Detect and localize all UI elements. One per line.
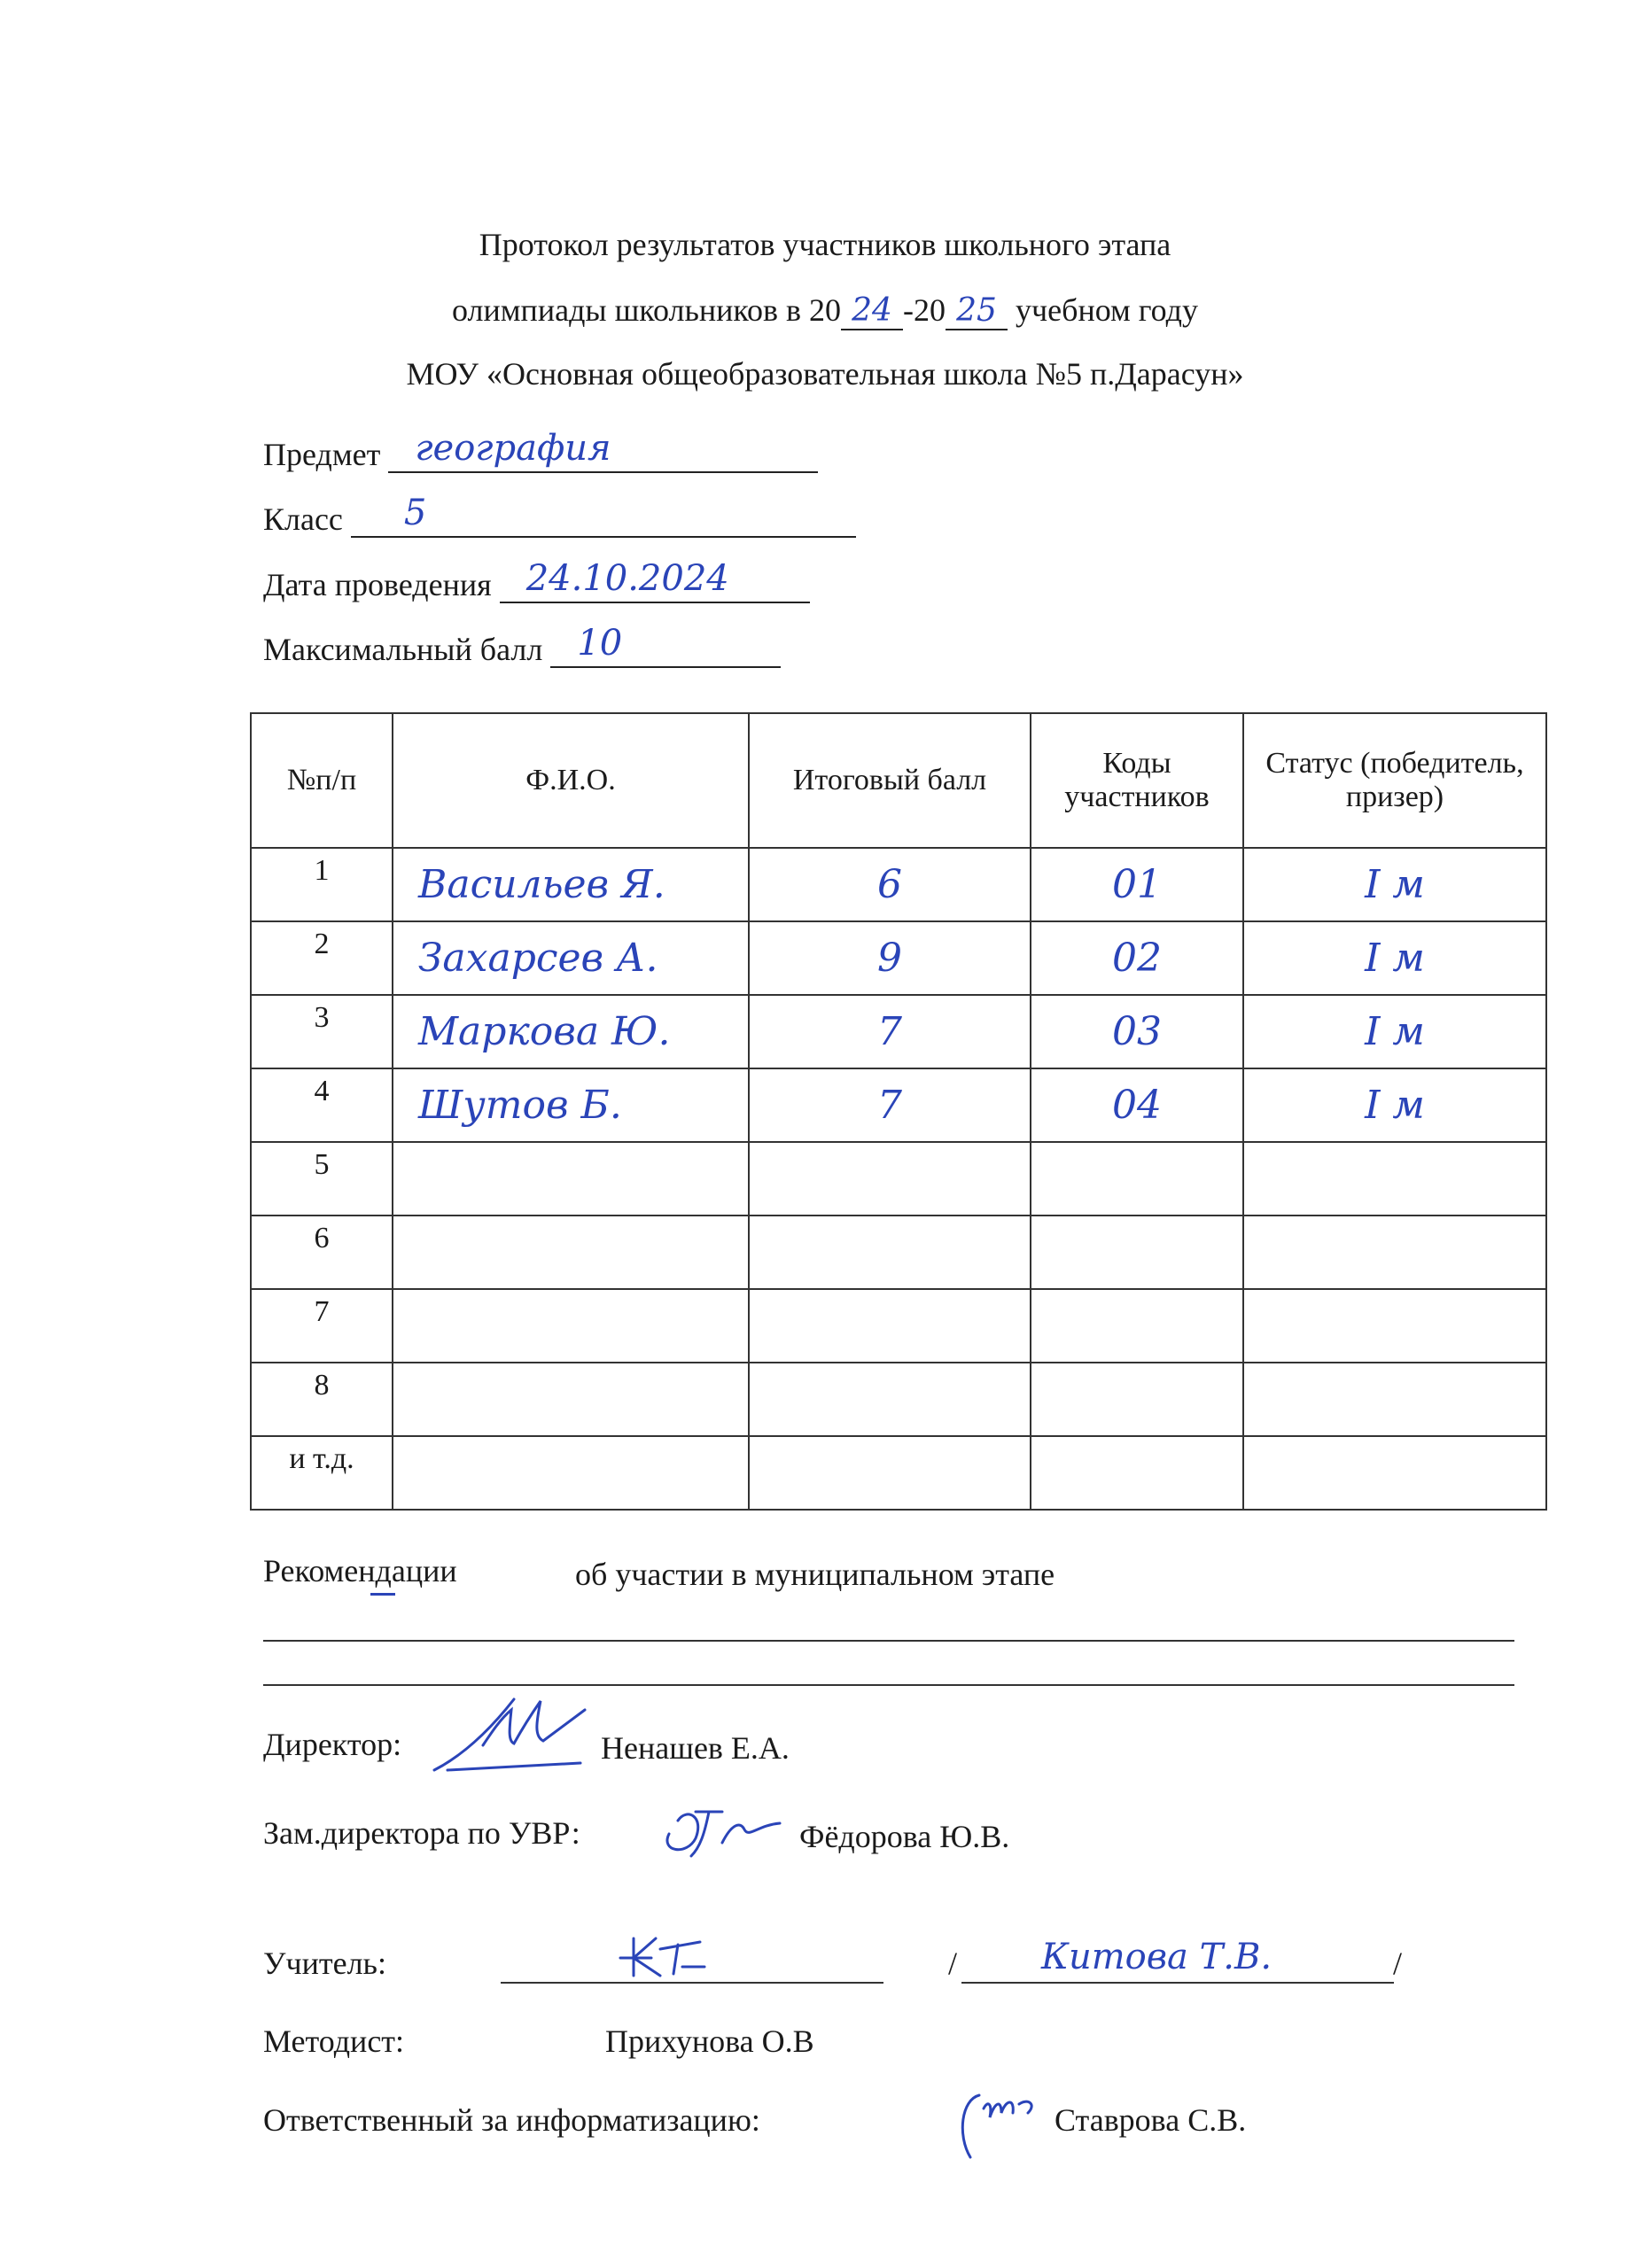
participant-name <box>393 1436 749 1510</box>
date-field <box>263 555 810 609</box>
director-signature <box>430 1692 589 1776</box>
participant-code <box>1031 1436 1243 1510</box>
participant-score: 9 <box>749 921 1031 995</box>
participant-name <box>393 1142 749 1216</box>
recommendations-line-2 <box>263 1684 1514 1686</box>
row-number: 6 <box>251 1216 393 1289</box>
table-header-row <box>251 713 1546 848</box>
row-number: 8 <box>251 1363 393 1436</box>
participant-score <box>749 1289 1031 1363</box>
table-row <box>251 1289 1546 1363</box>
class-field <box>263 490 856 543</box>
max-score-field <box>263 620 781 673</box>
title-line-2 <box>0 291 1650 330</box>
table-row <box>251 995 1546 1068</box>
subject-field <box>263 425 818 478</box>
table-row <box>251 1363 1546 1436</box>
title-line-2-prefix: олимпиады школьников в 20 <box>452 292 842 328</box>
deputy-name: Фёдорова Ю.В. <box>799 1819 1010 1854</box>
participant-code <box>1031 1289 1243 1363</box>
class-value: 5 <box>351 490 856 538</box>
deputy-label: Зам.директора по УВР: <box>263 1815 580 1851</box>
date-label: Дата проведения <box>263 567 492 602</box>
recommendations-text: об участии в муниципальном этапе <box>575 1557 1055 1592</box>
participant-code: 01 <box>1031 848 1243 921</box>
subject-value: география <box>388 425 818 473</box>
teacher-signature <box>611 1931 709 1980</box>
row-number: 1 <box>251 848 393 921</box>
max-score-label: Максимальный балл <box>263 632 543 667</box>
participant-name <box>393 1216 749 1289</box>
participant-name: Васильев Я. <box>393 848 749 921</box>
teacher-signature-line <box>501 1982 883 1984</box>
col-header-status: Статус (победитель, призер) <box>1243 713 1546 848</box>
subject-label: Предмет <box>263 437 381 472</box>
row-number: 3 <box>251 995 393 1068</box>
teacher-slash-close: / <box>1393 1946 1403 1981</box>
teacher-label: Учитель: <box>263 1946 386 1981</box>
teacher-name-line <box>961 1982 1394 1984</box>
date-value: 24.10.2024 <box>500 555 810 603</box>
results-table <box>250 712 1547 1511</box>
title-line-2-suffix: учебном году <box>1008 292 1198 328</box>
participant-score: 7 <box>749 1068 1031 1142</box>
it-responsible-name: Ставрова С.В. <box>1055 2102 1247 2138</box>
it-responsible-label: Ответственный за информатизацию: <box>263 2102 760 2138</box>
participant-score <box>749 1142 1031 1216</box>
table-row <box>251 1216 1546 1289</box>
col-header-number: №п/п <box>251 713 393 848</box>
handwritten-dash <box>370 1593 395 1596</box>
table-row <box>251 1068 1546 1142</box>
participant-name <box>393 1363 749 1436</box>
participant-status: I м <box>1243 995 1546 1068</box>
class-label: Класс <box>263 501 343 537</box>
participant-status: I м <box>1243 848 1546 921</box>
participant-status <box>1243 1289 1546 1363</box>
table-row <box>251 921 1546 995</box>
participant-name: Маркова Ю. <box>393 995 749 1068</box>
participant-score <box>749 1216 1031 1289</box>
participant-score <box>749 1363 1031 1436</box>
participant-name <box>393 1289 749 1363</box>
teacher-name-handwritten: Китова Т.В. <box>1041 1937 1273 1977</box>
deputy-signature <box>660 1798 784 1860</box>
title-line-1: Протокол результатов участников школьного этапа <box>479 227 1171 262</box>
participant-code <box>1031 1142 1243 1216</box>
participant-status <box>1243 1142 1546 1216</box>
participant-code: 04 <box>1031 1068 1243 1142</box>
participant-name: Шутов Б. <box>393 1068 749 1142</box>
participant-score: 6 <box>749 848 1031 921</box>
methodist-name: Прихунова О.В <box>605 2023 814 2059</box>
participant-status <box>1243 1436 1546 1510</box>
teacher-slash-open: / <box>948 1946 958 1981</box>
row-number: 4 <box>251 1068 393 1142</box>
table-row <box>251 848 1546 921</box>
title-line-2-mid: -20 <box>903 292 946 328</box>
row-number: 7 <box>251 1289 393 1363</box>
participant-code <box>1031 1216 1243 1289</box>
participant-status: I м <box>1243 1068 1546 1142</box>
recommendations-label: Рекомендации <box>263 1553 457 1588</box>
table-row <box>251 1142 1546 1216</box>
participant-name: Захарсев А. <box>393 921 749 995</box>
director-name: Ненашев Е.А. <box>601 1730 790 1766</box>
participant-status: I м <box>1243 921 1546 995</box>
table-row <box>251 1436 1546 1510</box>
year-start-handwritten: 24 <box>841 293 903 330</box>
participant-code: 03 <box>1031 995 1243 1068</box>
participant-code <box>1031 1363 1243 1436</box>
participant-score <box>749 1436 1031 1510</box>
participant-code: 02 <box>1031 921 1243 995</box>
row-number: 5 <box>251 1142 393 1216</box>
participant-status <box>1243 1363 1546 1436</box>
participant-score: 7 <box>749 995 1031 1068</box>
row-number: 2 <box>251 921 393 995</box>
school-name: МОУ «Основная общеобразовательная школа №5 п.Дарасун» <box>406 356 1244 392</box>
recommendations-line-1 <box>263 1640 1514 1642</box>
director-label: Директор: <box>263 1727 402 1762</box>
methodist-label: Методист: <box>263 2023 405 2059</box>
col-header-code: Коды участников <box>1031 713 1243 848</box>
it-responsible-signature <box>953 2082 1041 2162</box>
col-header-name: Ф.И.О. <box>393 713 749 848</box>
participant-status <box>1243 1216 1546 1289</box>
row-number: и т.д. <box>251 1436 393 1510</box>
max-score-value: 10 <box>550 620 781 668</box>
year-end-handwritten: 25 <box>946 293 1008 330</box>
recommendations-block <box>263 1552 1055 1592</box>
col-header-score: Итоговый балл <box>749 713 1031 848</box>
